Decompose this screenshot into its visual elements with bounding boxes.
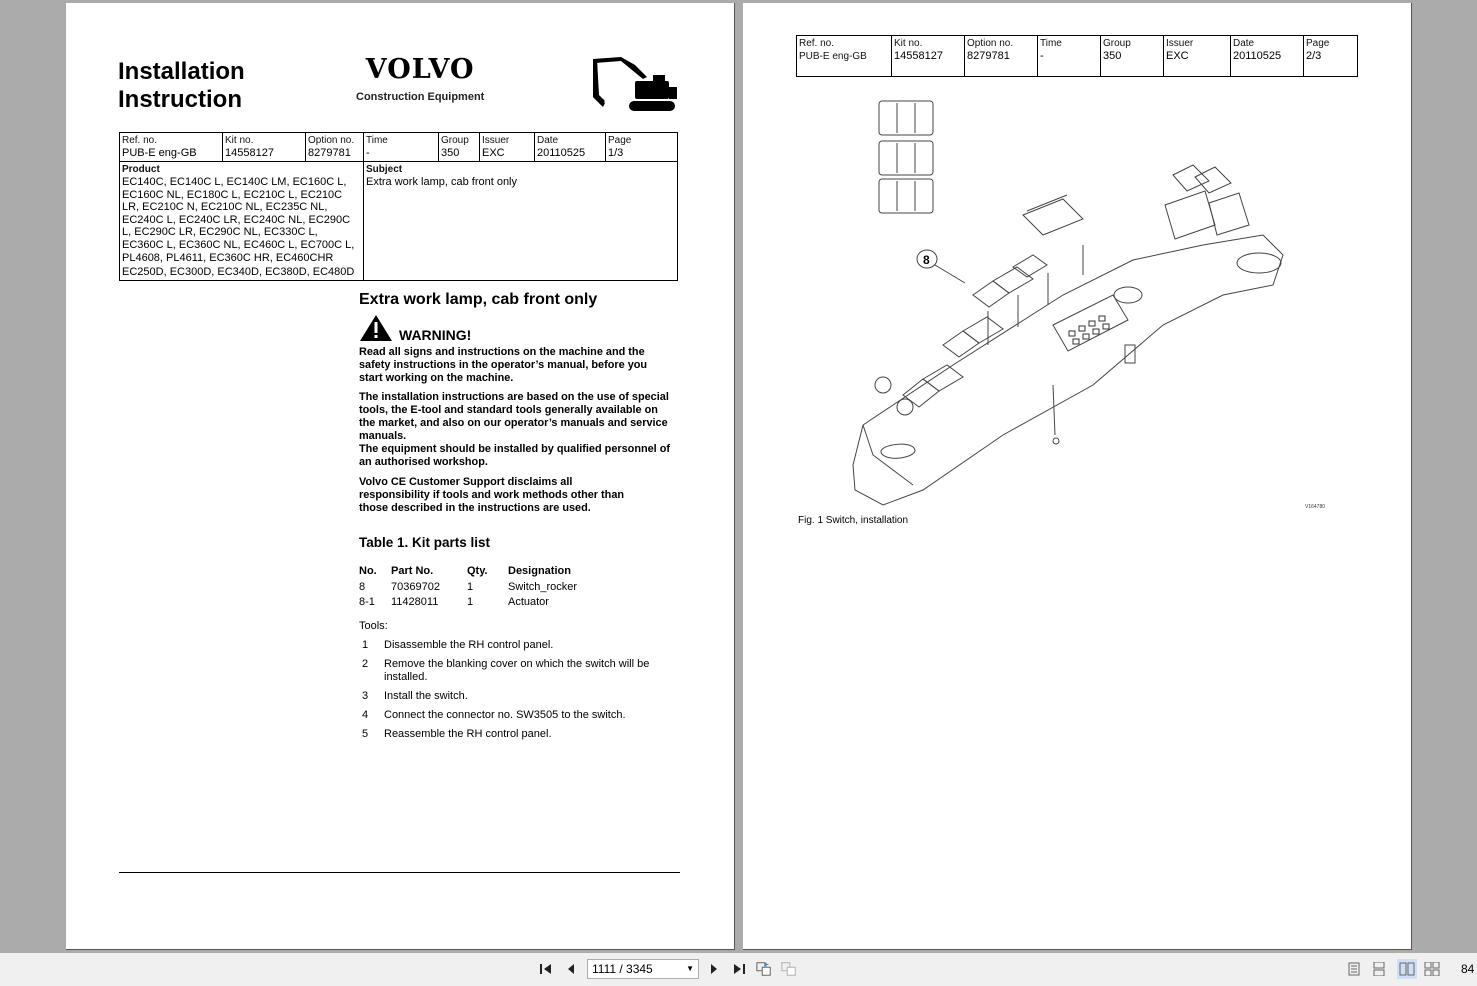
continuous-facing-view-button[interactable]	[1422, 959, 1442, 979]
meta-value: 350	[1103, 50, 1122, 62]
document-meta-table	[796, 35, 1358, 77]
meta-value: 350	[441, 147, 460, 159]
product-list-2: EC250D, EC300D, EC340D, EC380D, EC480D	[122, 266, 355, 279]
meta-label: Group	[441, 135, 469, 146]
page-number-input[interactable]	[587, 959, 699, 979]
table-row	[359, 595, 577, 611]
footer-divider	[119, 872, 680, 873]
facing-view-button[interactable]	[1397, 959, 1417, 979]
callout-number: 8	[923, 253, 930, 267]
instruction-steps	[362, 639, 672, 747]
title-line-1: Installation	[118, 58, 245, 85]
meta-value: 8279781	[967, 50, 1010, 62]
meta-value: -	[366, 147, 370, 159]
step-number: 1	[362, 639, 369, 651]
step-text: Remove the blanking cover on which the switch will be installed.	[384, 658, 650, 683]
next-view-button[interactable]	[781, 961, 797, 977]
section-title: Extra work lamp, cab front only	[359, 291, 598, 308]
col-header-part-no: Part No.	[391, 565, 434, 577]
meta-label: Kit no.	[894, 38, 923, 49]
warning-header	[359, 314, 471, 342]
cell-designation: Switch_rocker	[508, 580, 578, 593]
continuous-page-icon	[1373, 962, 1385, 976]
meta-value: EXC	[482, 147, 505, 159]
step-item	[362, 690, 672, 703]
disclaimer-paragraph: Volvo CE Customer Support disclaims all responsibility if tools and work methods other than those described in the instructions are used.	[359, 476, 625, 514]
last-page-button[interactable]	[731, 961, 747, 977]
meta-row	[120, 133, 678, 162]
volvo-logo	[356, 55, 484, 103]
step-number: 3	[362, 690, 369, 702]
product-label: Product	[122, 164, 160, 175]
step-text: Disassemble the RH control panel.	[384, 639, 554, 651]
single-page-icon	[1348, 962, 1360, 976]
cell-part-no: 11428011	[391, 596, 439, 608]
meta-value: 2/3	[1306, 50, 1322, 62]
meta-value: 14558127	[225, 147, 274, 159]
previous-view-icon	[756, 961, 772, 977]
zoom-level[interactable]: 84	[1461, 962, 1475, 976]
document-meta-table	[119, 132, 678, 281]
meta-label: Page	[608, 135, 632, 146]
switch-panel-icon	[879, 101, 933, 213]
meta-value: 20110525	[1233, 50, 1282, 62]
next-view-icon	[781, 961, 797, 977]
step-number: 2	[362, 658, 369, 670]
brand-wordmark: VOLVO	[365, 54, 475, 85]
step-text: Reassemble the RH control panel.	[384, 728, 552, 740]
chevron-down-icon[interactable]: ▼	[686, 964, 694, 973]
meta-label: Option no.	[308, 135, 355, 146]
meta-label: Ref. no.	[122, 135, 158, 146]
continuous-view-button[interactable]	[1369, 959, 1389, 979]
col-header-qty: Qty.	[467, 565, 488, 577]
meta-label: Ref. no.	[799, 38, 835, 49]
personnel-paragraph: The equipment should be installed by qualified personnel of an authorised workshop.	[359, 443, 671, 468]
meta-value: PUB-E eng-GB	[122, 147, 197, 159]
tools-paragraph: The installation instructions are based on the use of special tools, the E-tool and standard tools generally available on the market, and also on our operator’s manuals and service manuals.	[359, 391, 669, 442]
meta-label: Issuer	[482, 135, 510, 146]
warning-label: WARNING!	[399, 327, 472, 343]
kit-parts-table	[359, 564, 577, 611]
meta-label: Time	[366, 135, 388, 146]
meta-label: Time	[1040, 38, 1062, 49]
switch-installation-figure	[843, 95, 1343, 515]
meta-label: Group	[1103, 38, 1131, 49]
meta-row	[120, 162, 678, 281]
meta-row	[797, 36, 1358, 77]
meta-label: Kit no.	[225, 135, 254, 146]
meta-label: Issuer	[1166, 38, 1194, 49]
meta-label: Date	[537, 135, 559, 146]
cell-part-no: 70369702	[391, 580, 440, 593]
continuous-facing-icon	[1424, 962, 1440, 976]
meta-value: 1/3	[608, 147, 624, 159]
step-text: Connect the connector no. SW3505 to the switch.	[384, 709, 626, 721]
next-page-icon	[709, 963, 719, 975]
figure-caption: Fig. 1 Switch, installation	[798, 515, 909, 526]
viewer-toolbar	[0, 953, 1477, 986]
step-number: 5	[362, 728, 369, 740]
first-page-button[interactable]	[538, 961, 554, 977]
meta-value: PUB-E eng-GB	[799, 51, 867, 62]
document-title	[118, 58, 245, 114]
meta-label: Page	[1306, 38, 1330, 49]
warning-paragraph: Read all signs and instructions on the machine and the safety instructions in the operator’s manual, before you start working on the machine.	[359, 346, 648, 384]
first-page-icon	[539, 963, 553, 975]
meta-value: EXC	[1166, 50, 1189, 62]
cell-qty: 1	[467, 580, 474, 593]
meta-value: 20110525	[537, 147, 586, 159]
meta-label: Date	[1233, 38, 1255, 49]
tools-label: Tools:	[359, 620, 388, 632]
single-page-view-button[interactable]	[1344, 959, 1364, 979]
col-header-designation: Designation	[508, 565, 571, 577]
facing-pages-icon	[1399, 962, 1415, 976]
meta-value: -	[1040, 50, 1044, 62]
step-item	[362, 639, 672, 652]
cell-no: 8-1	[359, 596, 375, 608]
excavator-icon	[591, 57, 679, 113]
kit-table-title: Table 1. Kit parts list	[359, 535, 491, 550]
previous-view-button[interactable]	[756, 961, 772, 977]
warning-triangle-icon	[359, 314, 393, 342]
cell-no: 8	[359, 580, 366, 593]
previous-page-icon	[566, 963, 576, 975]
title-line-2: Instruction	[118, 86, 242, 113]
col-header-no: No.	[359, 565, 377, 577]
step-item	[362, 728, 672, 741]
next-page-button[interactable]	[706, 961, 722, 977]
cell-designation: Actuator	[508, 596, 549, 608]
last-page-icon	[732, 963, 746, 975]
step-item	[362, 709, 672, 722]
step-text: Install the switch.	[384, 690, 468, 702]
subject-text: Extra work lamp, cab front only	[366, 176, 518, 188]
meta-label: Option no.	[967, 38, 1014, 49]
previous-page-button[interactable]	[563, 961, 579, 977]
page-number-value: 1111 / 3345	[592, 962, 653, 976]
cell-qty: 1	[467, 596, 474, 608]
brand-subtitle: Construction Equipment	[356, 91, 485, 103]
figure-code: V164780	[1305, 504, 1326, 510]
step-item	[362, 658, 672, 684]
subject-label: Subject	[366, 164, 403, 175]
document-page-1	[66, 3, 735, 950]
kit-table-header	[359, 564, 577, 580]
product-list: EC140C, EC140C L, EC140C LM, EC160C L, EC160C NL, EC180C L, EC210C L, EC210C LR, EC210C N, EC210C NL, EC235C NL, EC240C L, EC240C LR, EC240C NL, EC290C L, EC290C LR, EC290C NL, EC330C L, EC360C L, EC360C NL, EC460C L, EC700C L, PL4608, PL4611, EC360C HR, EC460CHR	[122, 176, 355, 264]
meta-value: 8279781	[308, 147, 351, 159]
meta-value: 14558127	[894, 50, 943, 62]
document-page-2	[743, 3, 1412, 950]
table-row	[359, 580, 577, 596]
control-panel-drawing	[853, 165, 1283, 505]
step-number: 4	[362, 709, 369, 721]
